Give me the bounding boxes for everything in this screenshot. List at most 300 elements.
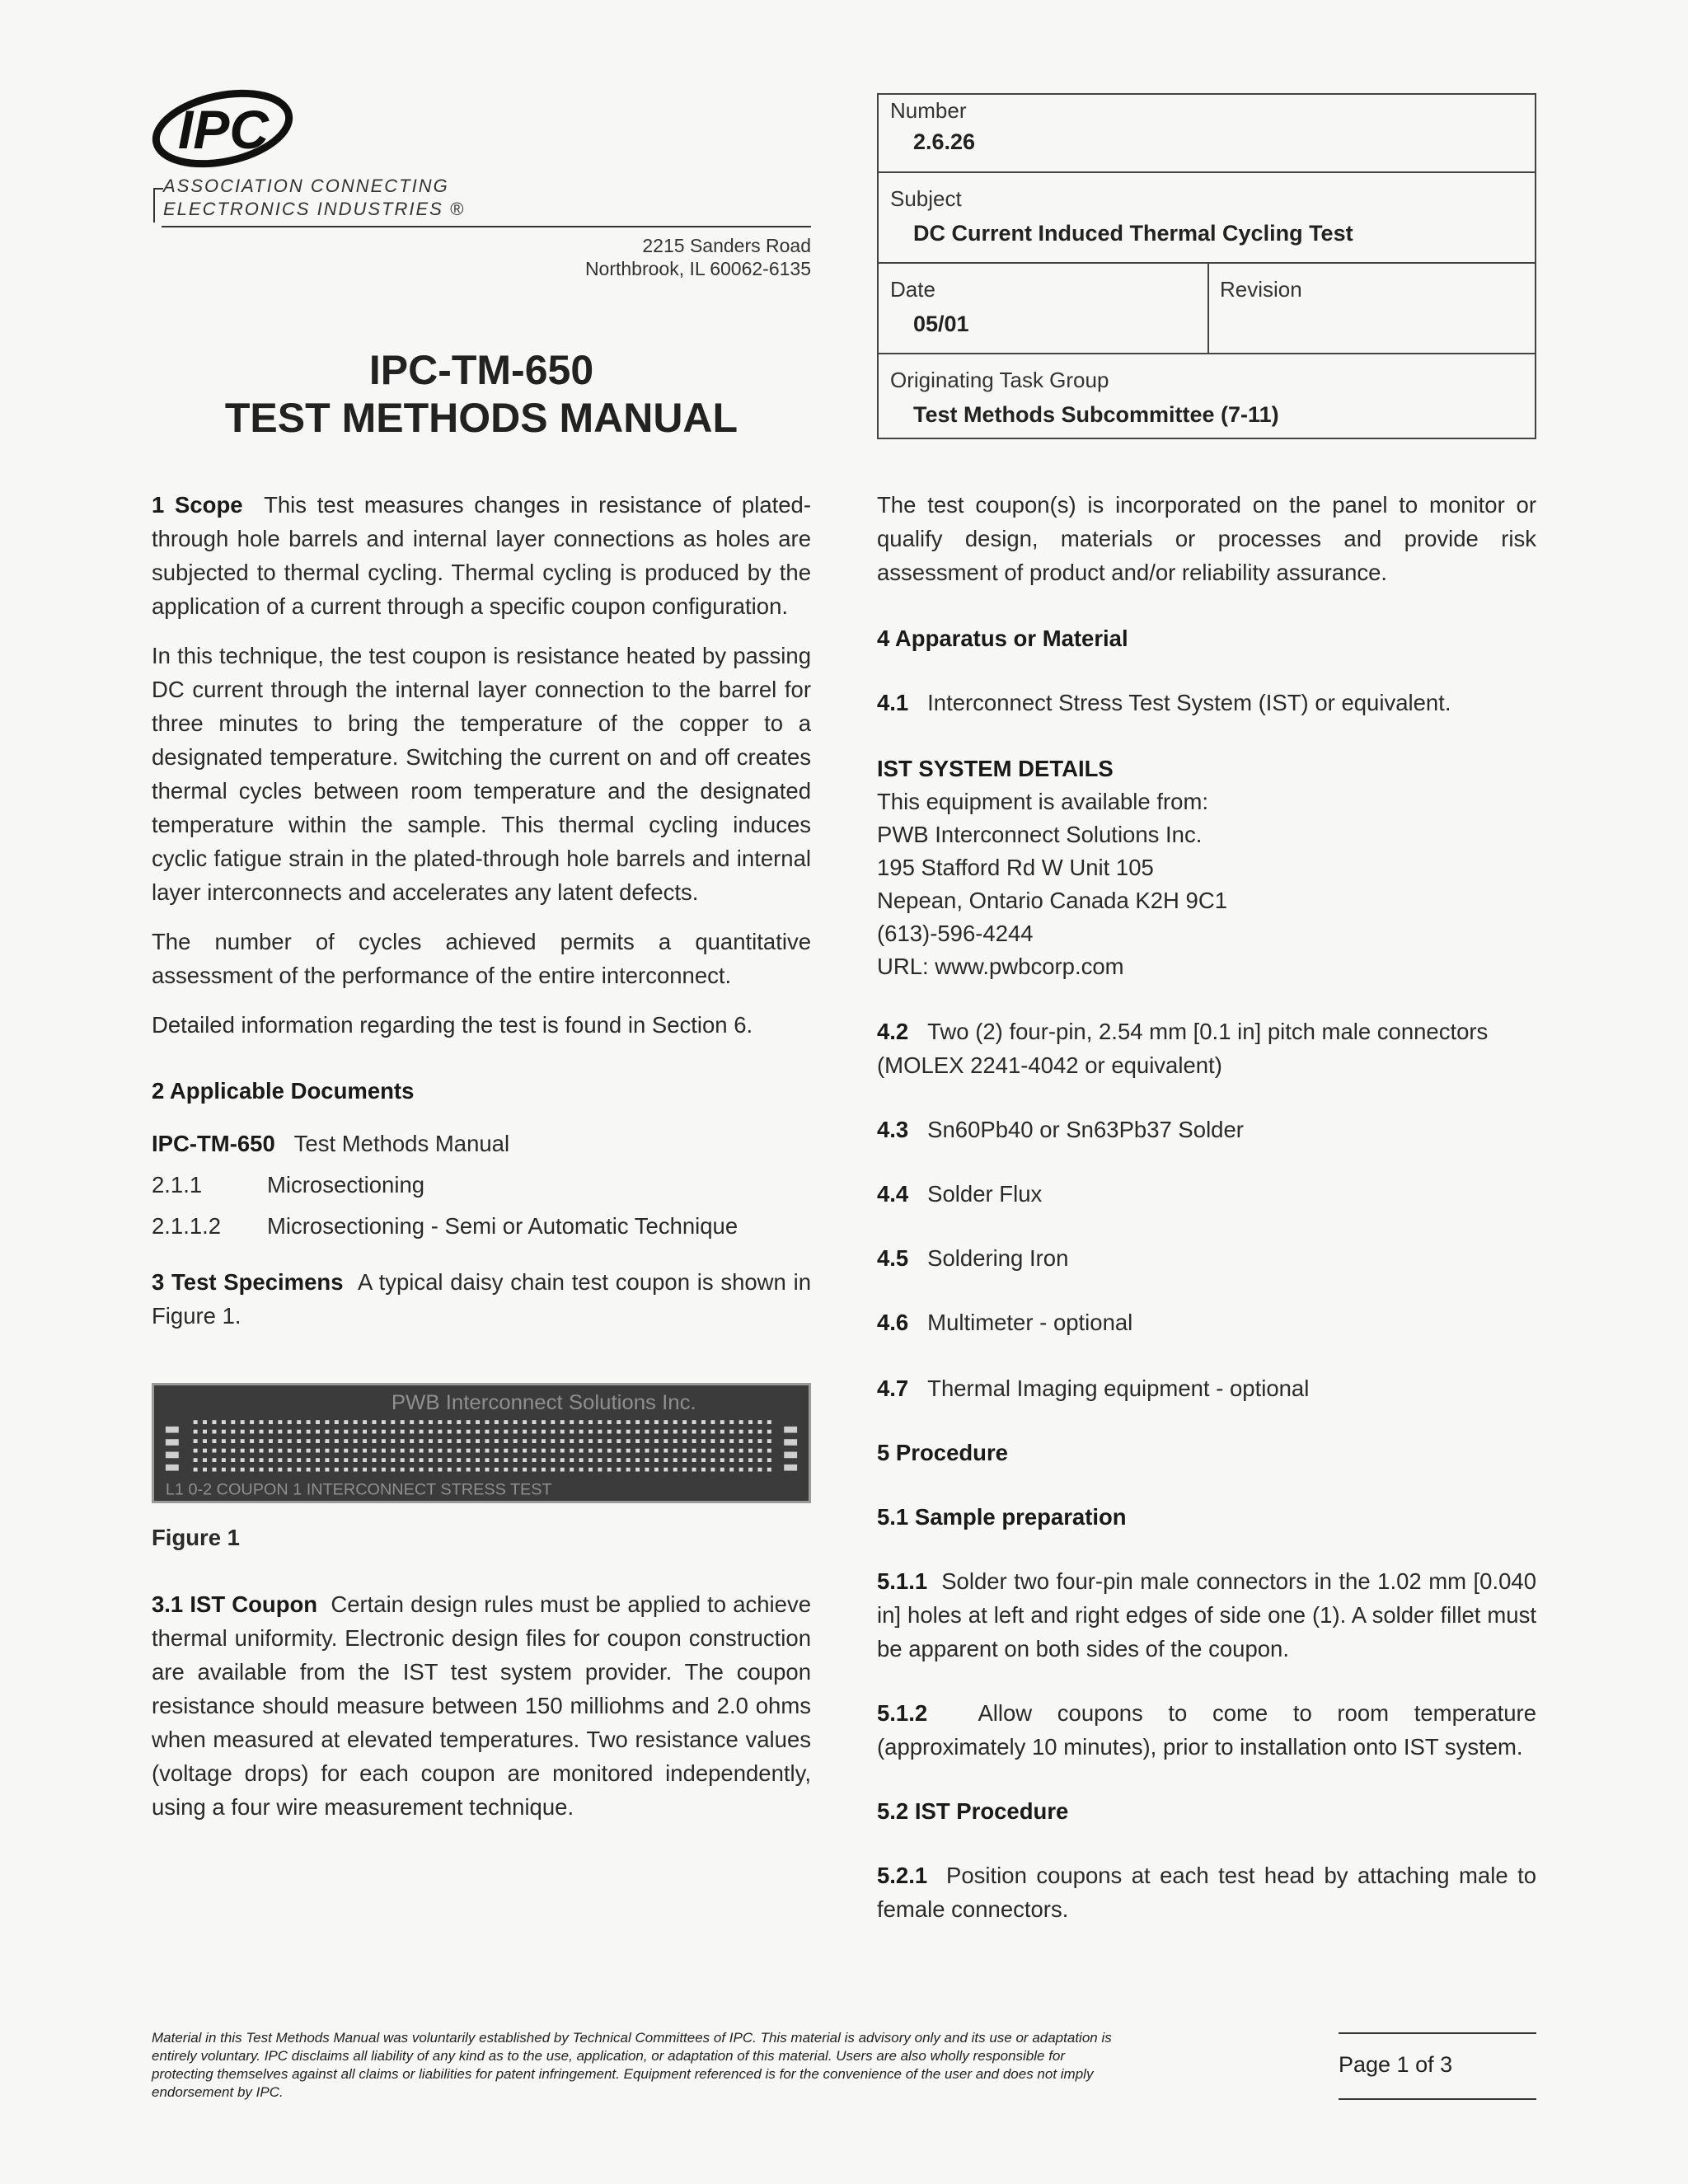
coupon-hole xyxy=(420,1468,424,1472)
coupon-hole xyxy=(617,1439,621,1443)
coupon-hole xyxy=(767,1468,771,1472)
coupon-hole xyxy=(363,1458,367,1462)
coupon-hole xyxy=(485,1420,489,1424)
coupon-hole xyxy=(570,1439,574,1443)
coupon-hole xyxy=(212,1430,216,1434)
coupon-hole xyxy=(692,1430,696,1434)
coupon-hole xyxy=(523,1458,527,1462)
coupon-hole xyxy=(710,1468,715,1472)
coupon-hole xyxy=(222,1468,226,1472)
coupon-hole xyxy=(278,1449,282,1453)
doc-line: 2.1.1.2 Microsectioning - Semi or Automatic Technique xyxy=(152,1213,738,1239)
coupon-hole xyxy=(241,1468,245,1472)
coupon-hole xyxy=(410,1458,414,1462)
coupon-hole xyxy=(588,1468,593,1472)
coupon-hole xyxy=(767,1430,771,1434)
step-5-1-1: 5.1.1 Solder two four-pin male connectors in the 1.02 mm [0.040 in] holes at left and right edges of side one (1). A solder fillet must be apparent on both sides of the coupon. xyxy=(877,1568,1536,1661)
coupon-hole xyxy=(757,1449,762,1453)
coupon-hole xyxy=(617,1458,621,1462)
coupon-hole xyxy=(504,1420,508,1424)
coupon-hole xyxy=(297,1458,301,1462)
coupon-hole xyxy=(344,1468,348,1472)
coupon-hole xyxy=(194,1458,198,1462)
task-group-value: Test Methods Subcommittee (7-11) xyxy=(913,402,1279,427)
coupon-hole xyxy=(570,1420,574,1424)
coupon-hole xyxy=(504,1430,508,1434)
coupon-hole xyxy=(654,1449,659,1453)
coupon-hole xyxy=(373,1458,377,1462)
coupon-hole xyxy=(654,1420,659,1424)
coupon-hole xyxy=(269,1458,273,1462)
coupon-hole xyxy=(316,1430,320,1434)
coupon-hole xyxy=(448,1420,452,1424)
coupon-hole xyxy=(467,1449,471,1453)
coupon-hole xyxy=(241,1439,245,1443)
coupon-hole xyxy=(617,1420,621,1424)
coupon-hole xyxy=(635,1439,640,1443)
coupon-hole xyxy=(250,1430,254,1434)
coupon-hole xyxy=(542,1458,546,1462)
coupon-hole xyxy=(429,1458,433,1462)
coupon-hole xyxy=(701,1458,706,1462)
address: 2215 Sanders Road Northbrook, IL 60062-6135 xyxy=(584,235,811,279)
coupon-hole xyxy=(438,1468,442,1472)
coupon-hole xyxy=(551,1439,555,1443)
coupon-hole xyxy=(645,1468,649,1472)
coupon-hole xyxy=(663,1439,668,1443)
coupon-hole xyxy=(288,1420,292,1424)
step-5-2-1: 5.2.1 Position coupons at each test head by attaching male to female connectors. xyxy=(877,1863,1537,1922)
coupon-hole xyxy=(504,1468,508,1472)
coupon-hole xyxy=(448,1449,452,1453)
coupon-hole xyxy=(363,1430,367,1434)
coupon-hole xyxy=(701,1439,706,1443)
procedure-heading: 5 Procedure xyxy=(877,1440,1008,1465)
sample-prep-heading: 5.1 Sample preparation xyxy=(877,1504,1127,1530)
coupon-hole xyxy=(495,1420,499,1424)
coupon-hole xyxy=(598,1468,602,1472)
coupon-hole xyxy=(382,1449,386,1453)
coupon-hole xyxy=(288,1468,292,1472)
coupon-hole xyxy=(260,1449,264,1453)
coupon-hole xyxy=(250,1458,254,1462)
coupon-hole xyxy=(476,1430,480,1434)
coupon-hole xyxy=(307,1439,311,1443)
coupon-hole xyxy=(739,1439,743,1443)
association-name: ASSOCIATION CONNECTING ELECTRONICS INDUSTRIES ® xyxy=(163,176,466,219)
coupon-hole xyxy=(757,1458,762,1462)
coupon-hole xyxy=(307,1468,311,1472)
coupon-hole xyxy=(635,1468,640,1472)
footer-disclaimer: Material in this Test Methods Manual was voluntarily established by Technical Committees of IPC. This material is advisory only and its use or adaptation is entirely voluntary. IPC disclaims all liability of any kind as to the use, application, or adaptation of this material. Users are also wholly responsible for protecting themselves against all claims or liabilities for patent infringement. Equipment referenced is for the convenience of the user and does not imply endorsement by IPC. xyxy=(152,2030,1112,2100)
coupon-hole xyxy=(457,1458,461,1462)
coupon-hole xyxy=(560,1458,565,1462)
coupon-hole xyxy=(663,1449,668,1453)
coupon-hole xyxy=(278,1420,282,1424)
coupon-hole xyxy=(729,1449,734,1453)
coupon-hole xyxy=(767,1439,771,1443)
coupon-hole xyxy=(626,1420,631,1424)
figure-test-coupon xyxy=(152,1383,811,1503)
coupon-hole xyxy=(260,1439,264,1443)
coupon-hole xyxy=(457,1449,461,1453)
coupon-hole xyxy=(739,1420,743,1424)
coupon-hole xyxy=(260,1458,264,1462)
coupon-hole xyxy=(194,1468,198,1472)
item-4-3: 4.3 Sn60Pb40 or Sn63Pb37 Solder xyxy=(877,1117,1244,1142)
coupon-hole xyxy=(476,1468,480,1472)
coupon-hole xyxy=(617,1430,621,1434)
coupon-hole xyxy=(598,1430,602,1434)
coupon-hole xyxy=(485,1468,489,1472)
coupon-hole xyxy=(673,1458,678,1462)
coupon-hole xyxy=(570,1468,574,1472)
coupon-hole xyxy=(645,1420,649,1424)
coupon-hole xyxy=(635,1420,640,1424)
coupon-hole xyxy=(598,1420,602,1424)
coupon-hole xyxy=(260,1468,264,1472)
coupon-hole xyxy=(504,1439,508,1443)
coupon-hole xyxy=(729,1468,734,1472)
coupon-hole xyxy=(720,1458,724,1462)
coupon-hole xyxy=(467,1420,471,1424)
coupon-hole xyxy=(222,1430,226,1434)
number-value: 2.6.26 xyxy=(913,129,976,154)
coupon-hole xyxy=(420,1458,424,1462)
step-5-1-2: 5.1.2 Allow coupons to come to room temperature (approximately 10 minutes), prior to installation onto IST system. xyxy=(877,1700,1536,1760)
coupon-hole xyxy=(438,1458,442,1462)
coupon-hole xyxy=(194,1430,198,1434)
coupon-hole xyxy=(626,1468,631,1472)
coupon-hole xyxy=(654,1458,659,1462)
coupon-hole xyxy=(250,1468,254,1472)
coupon-hole xyxy=(391,1420,395,1424)
coupon-hole xyxy=(532,1430,537,1434)
coupon-hole xyxy=(373,1420,377,1424)
coupon-hole xyxy=(720,1430,724,1434)
coupon-hole xyxy=(344,1420,348,1424)
coupon-hole xyxy=(325,1458,329,1462)
coupon-hole xyxy=(203,1420,207,1424)
coupon-hole xyxy=(401,1468,405,1472)
coupon-hole xyxy=(467,1458,471,1462)
coupon-hole xyxy=(692,1468,696,1472)
coupon-hole xyxy=(401,1430,405,1434)
coupon-hole xyxy=(231,1439,235,1443)
coupon-hole xyxy=(438,1430,442,1434)
coupon-hole xyxy=(617,1449,621,1453)
subject-row xyxy=(879,173,1535,264)
coupon-hole xyxy=(222,1420,226,1424)
coupon-hole xyxy=(448,1468,452,1472)
coupon-hole xyxy=(495,1458,499,1462)
coupon-hole xyxy=(325,1430,329,1434)
doc-line: 2.1.1 Microsectioning xyxy=(152,1172,425,1197)
coupon-hole xyxy=(335,1430,339,1434)
coupon-hole xyxy=(476,1458,480,1462)
coupon-hole xyxy=(316,1468,320,1472)
coupon-hole xyxy=(663,1430,668,1434)
coupon-hole xyxy=(476,1420,480,1424)
coupon-hole xyxy=(570,1458,574,1462)
figure-caption: Figure 1 xyxy=(152,1525,240,1550)
coupon-hole xyxy=(663,1468,668,1472)
coupon-hole xyxy=(673,1468,678,1472)
coupon-hole xyxy=(278,1458,282,1462)
ist-details-heading: IST SYSTEM DETAILS xyxy=(877,756,1114,781)
coupon-hole xyxy=(729,1439,734,1443)
coupon-hole xyxy=(438,1420,442,1424)
coupon-hole xyxy=(485,1439,489,1443)
coupon-hole xyxy=(391,1468,395,1472)
coupon-hole xyxy=(495,1468,499,1472)
coupon-hole xyxy=(438,1449,442,1453)
coupon-hole xyxy=(767,1458,771,1462)
coupon-hole xyxy=(579,1468,584,1472)
paragraph-cycles: The number of cycles achieved permits a quantitative assessment of the performance of the entire interconnect. xyxy=(152,929,811,988)
coupon-hole xyxy=(710,1449,715,1453)
coupon-hole xyxy=(382,1420,386,1424)
coupon-hole xyxy=(363,1439,367,1443)
task-group-row xyxy=(879,354,1535,438)
coupon-hole xyxy=(551,1458,555,1462)
coupon-hole xyxy=(363,1468,367,1472)
coupon-hole xyxy=(457,1430,461,1434)
coupon-hole xyxy=(391,1439,395,1443)
coupon-hole xyxy=(701,1430,706,1434)
coupon-hole xyxy=(542,1420,546,1424)
coupon-hole xyxy=(757,1468,762,1472)
item-4-4: 4.4 Solder Flux xyxy=(877,1181,1043,1207)
coupon-hole xyxy=(532,1468,537,1472)
coupon-hole xyxy=(194,1449,198,1453)
coupon-hole xyxy=(757,1420,762,1424)
applicable-docs-heading: 2 Applicable Documents xyxy=(152,1078,415,1104)
coupon-hole xyxy=(373,1449,377,1453)
coupon-hole xyxy=(579,1420,584,1424)
coupon-hole xyxy=(278,1468,282,1472)
coupon-hole xyxy=(588,1449,593,1453)
coupon-hole xyxy=(269,1420,273,1424)
coupon-hole xyxy=(448,1439,452,1443)
coupon-hole xyxy=(513,1468,518,1472)
coupon-hole xyxy=(467,1468,471,1472)
coupon-hole xyxy=(278,1430,282,1434)
coupon-hole xyxy=(720,1468,724,1472)
coupon-hole xyxy=(532,1439,537,1443)
coupon-hole xyxy=(391,1430,395,1434)
coupon-hole xyxy=(241,1430,245,1434)
coupon-hole xyxy=(729,1420,734,1424)
coupon-hole xyxy=(598,1458,602,1462)
coupon-hole xyxy=(523,1430,527,1434)
coupon-hole xyxy=(607,1430,612,1434)
coupon-hole xyxy=(570,1449,574,1453)
coupon-hole xyxy=(420,1420,424,1424)
figure-label-bottom: L1 0-2 COUPON 1 INTERCONNECT STRESS TEST xyxy=(165,1480,552,1499)
coupon-hole xyxy=(551,1449,555,1453)
coupon-hole xyxy=(457,1439,461,1443)
coupon-hole xyxy=(203,1430,207,1434)
coupon-hole xyxy=(420,1439,424,1443)
coupon-hole xyxy=(532,1449,537,1453)
ist-procedure-heading: 5.2 IST Procedure xyxy=(877,1798,1069,1824)
coupon-hole xyxy=(269,1449,273,1453)
item-4-6: 4.6 Multimeter - optional xyxy=(877,1310,1133,1335)
coupon-hole xyxy=(579,1449,584,1453)
coupon-hole xyxy=(212,1468,216,1472)
coupon-hole xyxy=(288,1458,292,1462)
coupon-hole xyxy=(373,1468,377,1472)
coupon-hole xyxy=(513,1420,518,1424)
coupon-hole xyxy=(354,1449,358,1453)
coupon-hole xyxy=(757,1439,762,1443)
coupon-hole xyxy=(523,1449,527,1453)
coupon-hole xyxy=(354,1458,358,1462)
coupon-hole xyxy=(598,1449,602,1453)
coupon-hole xyxy=(710,1458,715,1462)
coupon-hole xyxy=(513,1439,518,1443)
coupon-hole xyxy=(495,1449,499,1453)
coupon-hole xyxy=(542,1439,546,1443)
coupon-hole xyxy=(663,1458,668,1462)
coupon-hole xyxy=(212,1458,216,1462)
right-column xyxy=(877,488,1536,1942)
task-group-label: Originating Task Group xyxy=(890,368,1109,392)
coupon-hole xyxy=(373,1430,377,1434)
coupon-hole xyxy=(335,1420,339,1424)
coupon-hole xyxy=(560,1468,565,1472)
coupon-hole xyxy=(560,1439,565,1443)
coupon-hole xyxy=(495,1439,499,1443)
coupon-hole xyxy=(607,1449,612,1453)
coupon-hole xyxy=(710,1430,715,1434)
coupon-hole xyxy=(673,1430,678,1434)
coupon-hole xyxy=(316,1458,320,1462)
coupon-hole xyxy=(344,1430,348,1434)
coupon-hole xyxy=(297,1468,301,1472)
coupon-hole xyxy=(307,1430,311,1434)
coupon-hole xyxy=(710,1420,715,1424)
coupon-hole xyxy=(231,1468,235,1472)
coupon-hole xyxy=(626,1439,631,1443)
coupon-hole xyxy=(269,1439,273,1443)
coupon-hole xyxy=(635,1458,640,1462)
coupon-hole xyxy=(551,1430,555,1434)
coupon-hole xyxy=(297,1449,301,1453)
coupon-hole xyxy=(513,1458,518,1462)
doc-main-title: Test Methods Manual xyxy=(293,1131,510,1156)
coupon-hole xyxy=(382,1458,386,1462)
coupon-hole xyxy=(382,1468,386,1472)
coupon-hole xyxy=(316,1449,320,1453)
coupon-hole xyxy=(495,1430,499,1434)
coupon-hole xyxy=(420,1449,424,1453)
ist-coupon-heading: 3.1 IST Coupon xyxy=(152,1591,318,1617)
coupon-hole xyxy=(325,1468,329,1472)
coupon-hole xyxy=(457,1420,461,1424)
coupon-hole xyxy=(354,1420,358,1424)
coupon-hole xyxy=(307,1449,311,1453)
coupon-hole xyxy=(645,1458,649,1462)
coupon-hole xyxy=(748,1420,753,1424)
coupon-hole xyxy=(635,1430,640,1434)
ist-contact: This equipment is available from: PWB Interconnect Solutions Inc. 195 Stafford Rd W Unit 105 Nepean, Ontario Canada K2H 9C1 (613)-596-4244 URL: www.pwbcorp.com xyxy=(877,789,1227,979)
coupon-hole xyxy=(673,1439,678,1443)
coupon-hole xyxy=(654,1468,659,1472)
page-number: Page 1 of 3 xyxy=(1339,2052,1453,2077)
coupon-hole xyxy=(222,1458,226,1462)
coupon-hole xyxy=(542,1449,546,1453)
page-rule-bottom xyxy=(1339,2098,1536,2100)
coupon-hole xyxy=(373,1439,377,1443)
coupon-hole xyxy=(222,1449,226,1453)
coupon-hole xyxy=(542,1430,546,1434)
coupon-hole xyxy=(682,1468,687,1472)
header-rule xyxy=(162,226,811,227)
coupon-hole xyxy=(260,1420,264,1424)
coupon-hole xyxy=(767,1449,771,1453)
coupon-hole xyxy=(325,1439,329,1443)
coupon-hole xyxy=(467,1430,471,1434)
coupon-hole xyxy=(410,1468,414,1472)
coupon-hole xyxy=(316,1420,320,1424)
coupon-hole xyxy=(297,1420,301,1424)
coupon-hole xyxy=(739,1449,743,1453)
coupon-hole xyxy=(212,1420,216,1424)
coupon-hole xyxy=(692,1420,696,1424)
manual-title: IPC-TM-650 TEST METHODS MANUAL xyxy=(224,347,738,441)
coupon-hole xyxy=(523,1420,527,1424)
coupon-hole xyxy=(194,1420,198,1424)
coupon-hole xyxy=(250,1420,254,1424)
coupon-hole xyxy=(250,1449,254,1453)
scope-heading: 1 Scope xyxy=(152,492,243,518)
specimens-paragraph: 3 Test Specimens A typical daisy chain test coupon is shown in Figure 1. xyxy=(152,1269,811,1329)
coupon-hole xyxy=(467,1439,471,1443)
coupon-hole xyxy=(607,1420,612,1424)
coupon-hole xyxy=(241,1458,245,1462)
coupon-hole xyxy=(701,1449,706,1453)
coupon-hole xyxy=(607,1439,612,1443)
coupon-hole xyxy=(748,1430,753,1434)
coupon-hole xyxy=(410,1430,414,1434)
apparatus-heading: 4 Apparatus or Material xyxy=(877,626,1128,651)
coupon-hole xyxy=(692,1449,696,1453)
coupon-hole xyxy=(203,1458,207,1462)
number-label: Number xyxy=(890,98,967,123)
coupon-hole xyxy=(269,1430,273,1434)
coupon-hole xyxy=(560,1420,565,1424)
coupon-hole xyxy=(420,1430,424,1434)
coupon-hole xyxy=(748,1468,753,1472)
item-4-2: 4.2 Two (2) four-pin, 2.54 mm [0.1 in] pitch male connectors (MOLEX 2241-4042 or equivalent) xyxy=(877,1019,1489,1078)
item-4-5: 4.5 Soldering Iron xyxy=(877,1245,1069,1271)
coupon-hole xyxy=(729,1430,734,1434)
coupon-hole xyxy=(212,1449,216,1453)
coupon-hole xyxy=(438,1439,442,1443)
coupon-hole xyxy=(476,1439,480,1443)
coupon-hole xyxy=(391,1449,395,1453)
date-revision-divider xyxy=(1207,264,1209,353)
coupon-hole xyxy=(504,1458,508,1462)
coupon-hole xyxy=(363,1420,367,1424)
coupon-hole xyxy=(335,1468,339,1472)
coupon-hole xyxy=(588,1420,593,1424)
page-rule-top xyxy=(1339,2032,1536,2034)
scope-paragraph: 1 Scope This test measures changes in resistance of plated-through hole barrels and internal layer connections as holes are subjected to thermal cycling. Thermal cycling is produced by the application of a current through a specific coupon configuration. xyxy=(152,492,812,619)
coupon-hole xyxy=(457,1468,461,1472)
